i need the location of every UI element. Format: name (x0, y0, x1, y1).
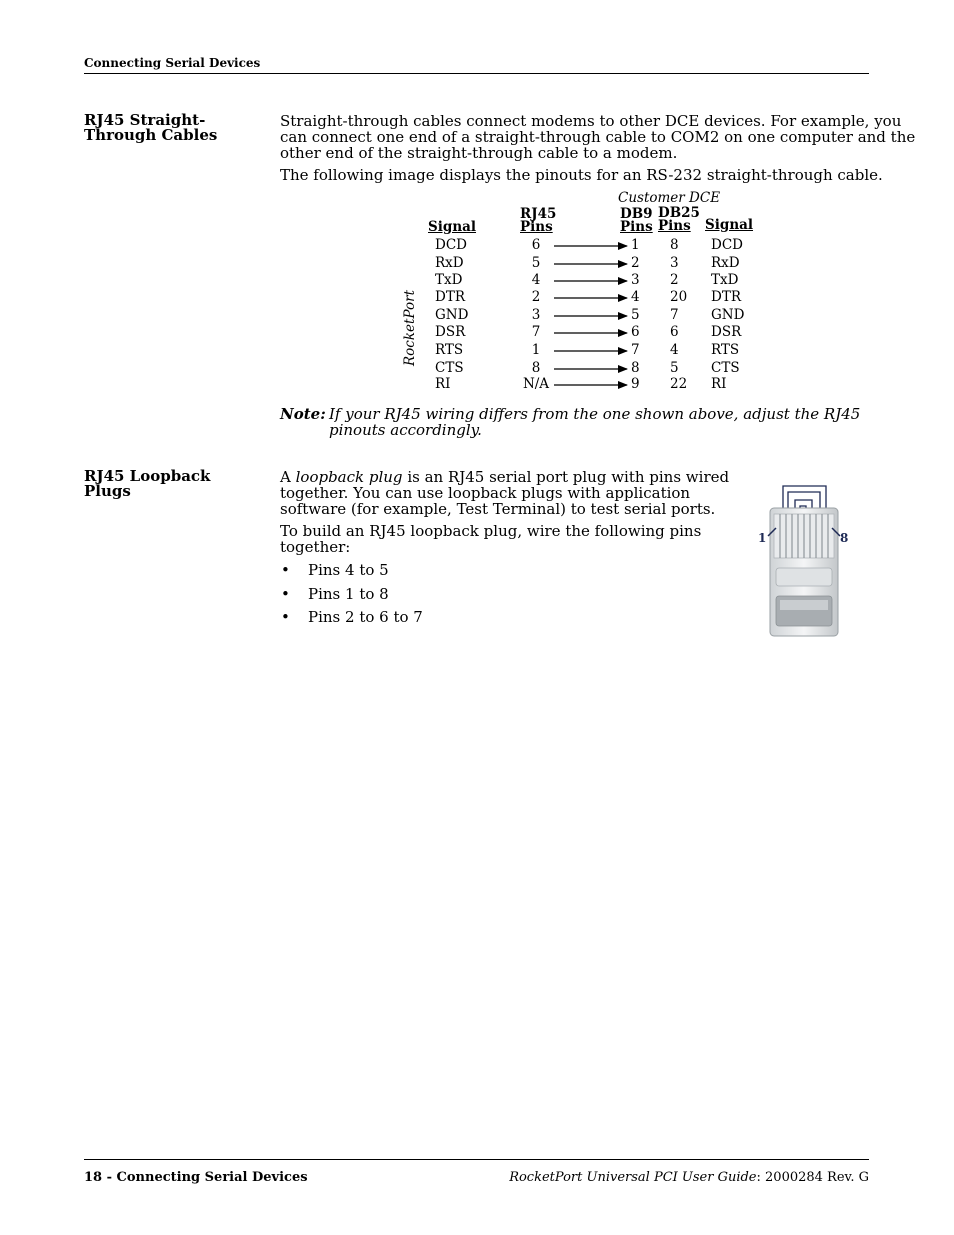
loopback-build-paragraph (280, 523, 701, 555)
text-line: can connect one end of a straight-through cable to COM2 on one computer and the (280, 128, 916, 146)
header-rule (84, 73, 869, 74)
pinout-cell-signal-left: TxD (435, 272, 463, 288)
bullet-icon: • (281, 561, 290, 579)
pinout-cell-rj45: 8 (531, 360, 541, 376)
pinout-cell-signal-left: DSR (435, 324, 466, 340)
text-run: A (280, 468, 296, 486)
pinout-cell-db25: 4 (670, 342, 679, 358)
text-line: together. You can use loopback plugs with application (280, 484, 691, 502)
list-item (281, 585, 389, 603)
section-heading-loopback (84, 469, 210, 499)
pinout-cell-rj45: 3 (531, 307, 541, 323)
pinout-cell-signal-left: RxD (435, 255, 464, 271)
text-line: software (for example, Test Terminal) to test serial ports. (280, 500, 716, 518)
pinout-cell-db25: 22 (670, 376, 688, 392)
pinout-cell-signal-right: RxD (711, 255, 740, 271)
list-item (281, 608, 423, 626)
running-header: Connecting Serial Devices (84, 56, 261, 70)
list-item-text: Pins 2 to 6 to 7 (308, 608, 423, 626)
pinout-cell-rj45: 1 (531, 342, 541, 358)
pinout-cell-db25: 3 (670, 255, 679, 271)
pinout-cell-db9: 3 (631, 272, 640, 288)
header-line: Pins (620, 219, 653, 235)
footer-document-title (509, 1170, 869, 1185)
pinout-cell-signal-left: RI (435, 376, 451, 392)
note-line: If your RJ45 wiring differs from the one shown above, adjust the RJ45 (329, 405, 861, 423)
signal-right-header: Signal (705, 217, 754, 233)
rocketport-side-label: RocketPort (402, 290, 418, 366)
pinout-cell-db25: 6 (670, 324, 679, 340)
pinout-cell-db9: 1 (631, 237, 640, 253)
footer-guide-name: RocketPort Universal PCI User Guide (509, 1170, 757, 1185)
pinout-cell-signal-right: DCD (711, 237, 743, 253)
plug-pin-label-1: 1 (758, 531, 767, 545)
pinout-cell-db9: 9 (631, 376, 640, 392)
pinout-cell-db25: 20 (670, 289, 688, 305)
pinout-intro-paragraph: The following image displays the pinouts for an RS-232 straight-through cable. (280, 166, 883, 184)
pinout-cell-signal-right: CTS (711, 360, 740, 376)
text-line: other end of the straight-through cable to a modem. (280, 144, 678, 162)
pinout-cell-signal-right: DSR (711, 324, 742, 340)
pinout-cell-rj45: N/A (522, 376, 550, 392)
header-line: Pins (658, 218, 691, 234)
rj45-pins-header (520, 208, 556, 234)
pinout-cell-db25: 2 (670, 272, 679, 288)
pinout-cell-signal-left: CTS (435, 360, 464, 376)
pinout-cell-signal-right: RI (711, 376, 727, 392)
pinout-cell-db9: 5 (631, 307, 640, 323)
pinout-cell-signal-right: DTR (711, 289, 741, 305)
note-label: Note: (280, 405, 326, 423)
note-line: pinouts accordingly. (329, 421, 482, 439)
bullet-icon: • (281, 585, 290, 603)
pinout-cell-signal-left: DCD (435, 237, 467, 253)
pinout-cell-signal-right: RTS (711, 342, 740, 358)
heading-line: Through Cables (84, 126, 218, 144)
pinout-cell-db25: 8 (670, 237, 679, 253)
text-line: To build an RJ45 loopback plug, wire the following pins (280, 522, 702, 540)
pinout-cell-db9: 4 (631, 289, 640, 305)
footer-doc-number: : 2000284 Rev. G (756, 1170, 869, 1185)
heading-line: RJ45 Loopback (84, 467, 211, 485)
straight-through-paragraph (280, 113, 915, 161)
list-item (281, 561, 389, 579)
footer-rule (84, 1159, 869, 1160)
pinout-cell-signal-left: DTR (435, 289, 465, 305)
loopback-plug-term: loopback plug (295, 468, 403, 486)
header-line: DB25 (658, 205, 700, 221)
bullet-icon: • (281, 608, 290, 626)
pinout-cell-db9: 2 (631, 255, 640, 271)
db25-pins-header (658, 207, 700, 233)
list-item-text: Pins 4 to 5 (308, 561, 389, 579)
pinout-cell-rj45: 5 (531, 255, 541, 271)
text-run: is an RJ45 serial port plug with pins wired (402, 468, 730, 486)
pinout-cell-db25: 7 (670, 307, 679, 323)
pinout-cell-rj45: 4 (531, 272, 541, 288)
section-heading-straight-through (84, 113, 217, 143)
pinout-cell-signal-right: GND (711, 307, 745, 323)
pinout-cell-db9: 6 (631, 324, 640, 340)
rj45-plug-illustration (750, 478, 860, 643)
pinout-cell-signal-right: TxD (711, 272, 739, 288)
pinout-cell-db9: 8 (631, 360, 640, 376)
text-line (280, 469, 729, 485)
pinout-cell-signal-left: RTS (435, 342, 464, 358)
pinout-cell-db9: 7 (631, 342, 640, 358)
customer-dce-label: Customer DCE (618, 190, 721, 206)
list-item-text: Pins 1 to 8 (308, 585, 389, 603)
heading-line: RJ45 Straight- (84, 111, 206, 129)
pinout-cell-rj45: 2 (531, 289, 541, 305)
text-line: together: (280, 538, 351, 556)
db9-pins-header (620, 208, 653, 234)
pinout-cell-db25: 5 (670, 360, 679, 376)
text-line: Straight-through cables connect modems to other DCE devices. For example, you (280, 112, 902, 130)
pinout-cell-rj45: 7 (531, 324, 541, 340)
footer-page-label: 18 - Connecting Serial Devices (84, 1170, 308, 1185)
header-line: RJ45 (520, 206, 557, 222)
loopback-paragraph (280, 469, 729, 517)
note-text (329, 406, 860, 438)
heading-line: Plugs (84, 482, 131, 500)
signal-left-header: Signal (428, 219, 477, 235)
header-line: DB9 (620, 206, 653, 222)
pinout-cell-rj45: 6 (531, 237, 541, 253)
pinout-cell-signal-left: GND (435, 307, 469, 323)
plug-pin-label-8: 8 (840, 531, 849, 545)
header-line: Pins (520, 219, 553, 235)
